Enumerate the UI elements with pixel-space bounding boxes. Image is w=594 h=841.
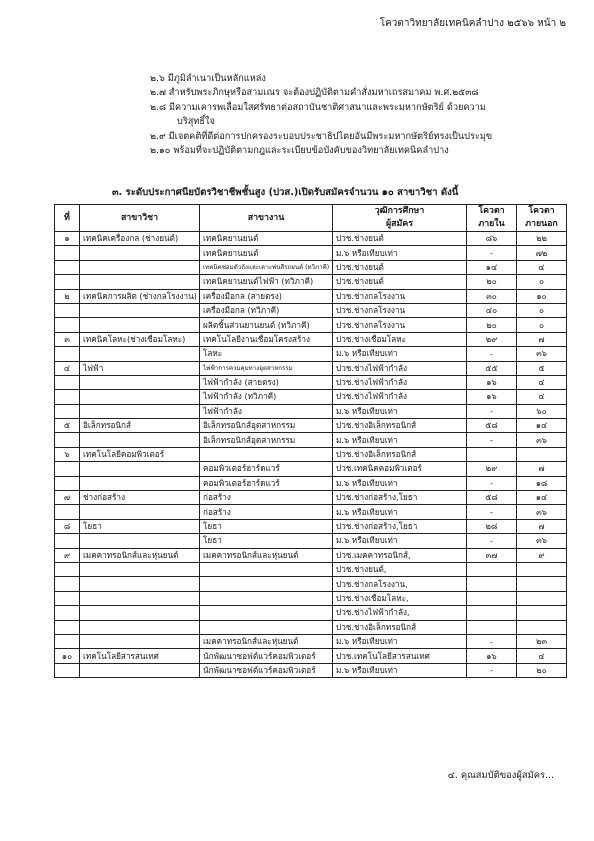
cell-major: ไฟฟ้า	[80, 361, 200, 375]
cell-field: ผลิตชิ้นส่วนยานยนต์ (ทวิภาคี)	[200, 318, 333, 332]
table-row	[55, 246, 567, 260]
cell-in	[467, 620, 517, 634]
cell-field: โยธา	[200, 534, 333, 548]
cell-qual: ม.๖ หรือเทียบเท่า	[333, 534, 467, 548]
cell-qual: ม.๖ หรือเทียบเท่า	[333, 476, 467, 490]
column-header: สาขางาน	[200, 205, 333, 232]
qualification-list	[150, 72, 570, 158]
cell-field: นักพัฒนาซอฟต์แวร์คอมพิวเตอร์	[200, 663, 333, 677]
cell-in: ๑๖	[467, 649, 517, 663]
table-row	[55, 260, 567, 274]
cell-in: ๒๐	[467, 318, 517, 332]
cell-field: ไฟฟ้าการควบคุมทางอุตสาหกรรม	[200, 361, 333, 375]
cell-no: ๕	[55, 419, 80, 433]
cell-qual: ปวช.ช่างกลโรงงาน	[333, 289, 467, 303]
cell-major	[80, 562, 200, 576]
table-row	[55, 303, 567, 317]
table-row	[55, 419, 567, 433]
cell-major	[80, 347, 200, 361]
cell-no	[55, 375, 80, 389]
cell-major	[80, 577, 200, 591]
table-row	[55, 318, 567, 332]
cell-major	[80, 634, 200, 648]
cell-in: ๔๐	[467, 303, 517, 317]
cell-field: ไฟฟ้ากำลัง (ทวิภาคี)	[200, 390, 333, 404]
cell-in: ๘๖	[467, 232, 517, 246]
cell-qual: ปวช.ช่างเชื่อมโลหะ,	[333, 591, 467, 605]
cell-out: ๑๔	[517, 419, 567, 433]
cell-in: -	[467, 246, 517, 260]
cell-field	[200, 591, 333, 605]
cell-no	[55, 390, 80, 404]
cell-in: -	[467, 476, 517, 490]
cell-major	[80, 462, 200, 476]
cell-major: เทคนิคการผลิต (ช่างกลโรงงาน)	[80, 289, 200, 303]
cell-no	[55, 476, 80, 490]
cell-out	[517, 577, 567, 591]
cell-out	[517, 562, 567, 576]
cell-no	[55, 505, 80, 519]
table-row	[55, 620, 567, 634]
cell-in: -	[467, 433, 517, 447]
table-row	[55, 476, 567, 490]
column-header: วุฒิการศึกษา ผู้สมัคร	[333, 205, 467, 232]
cell-field: ก่อสร้าง	[200, 505, 333, 519]
cell-out: ๑๐	[517, 289, 567, 303]
cell-no	[55, 462, 80, 476]
table-row	[55, 275, 567, 289]
cell-field: เทคนิคยานยนต์	[200, 246, 333, 260]
cell-qual: ปวช.ช่างยนต์	[333, 260, 467, 274]
table-header-row	[55, 205, 567, 232]
cell-no: ๓	[55, 332, 80, 346]
cell-major	[80, 606, 200, 620]
table-row	[55, 548, 567, 562]
table-row	[55, 634, 567, 648]
cell-out: ๓๖	[517, 433, 567, 447]
table-row	[55, 591, 567, 605]
cell-field: เทคนิคซ่อมตัวถังและเคาะพ่นสีรถยนต์ (ทวิภาคี)	[200, 260, 333, 274]
list-item: ๒.๗ สำหรับพระภิกษุหรือสามเณร จะต้องปฏิบัติตามคำสั่งมหาเถรสมาคม พ.ศ.๒๕๓๘	[150, 87, 479, 99]
cell-no: ๔	[55, 361, 80, 375]
cell-in	[467, 591, 517, 605]
cell-in: -	[467, 347, 517, 361]
cell-qual: ปวช.ช่างกลโรงงาน	[333, 318, 467, 332]
cell-field: เทคนิคยานยนต์	[200, 232, 333, 246]
cell-major	[80, 246, 200, 260]
column-header: สาขาวิชา	[80, 205, 200, 232]
cell-qual: ปวช.ช่างยนต์,	[333, 562, 467, 576]
cell-out: ๙	[517, 548, 567, 562]
cell-major: อิเล็กทรอนิกส์	[80, 419, 200, 433]
table-row	[55, 289, 567, 303]
cell-in	[467, 577, 517, 591]
cell-major	[80, 505, 200, 519]
cell-major	[80, 260, 200, 274]
cell-no: ๒	[55, 289, 80, 303]
cell-no	[55, 620, 80, 634]
cell-qual: ปวช.ช่างเชื่อมโลหะ	[333, 332, 467, 346]
cell-major: เทคโนโลยีคอมพิวเตอร์	[80, 447, 200, 461]
cell-field: ไฟฟ้ากำลัง (สายตรง)	[200, 375, 333, 389]
cell-field: เครื่องมือกล (ทวิภาคี)	[200, 303, 333, 317]
cell-no	[55, 577, 80, 591]
cell-in: ๓๗	[467, 548, 517, 562]
cell-major	[80, 404, 200, 418]
cell-out: ๑๘	[517, 476, 567, 490]
cell-in: -	[467, 663, 517, 677]
table-row	[55, 462, 567, 476]
table-row	[55, 649, 567, 663]
table-row	[55, 534, 567, 548]
cell-major: โยธา	[80, 519, 200, 533]
cell-no: ๖	[55, 447, 80, 461]
cell-no	[55, 433, 80, 447]
cell-major	[80, 375, 200, 389]
cell-field: เทคนิคยานยนต์ไฟฟ้า (ทวิภาคี)	[200, 275, 333, 289]
cell-in: ๒๐	[467, 275, 517, 289]
cell-out	[517, 447, 567, 461]
cell-no: ๘	[55, 519, 80, 533]
cell-field: ก่อสร้าง	[200, 491, 333, 505]
cell-field: อิเล็กทรอนิกส์อุตสาหกรรม	[200, 433, 333, 447]
cell-qual: ปวช.เทคโนโลยีสารสนเทศ	[333, 649, 467, 663]
cell-qual: ม.๖ หรือเทียบเท่า	[333, 433, 467, 447]
cell-in	[467, 606, 517, 620]
cell-qual: ปวช.เทคนิคคอมพิวเตอร์	[333, 462, 467, 476]
cell-qual: ปวช.ช่างกลโรงงาน,	[333, 577, 467, 591]
cell-qual: ปวช.ช่างไฟฟ้ากำลัง	[333, 375, 467, 389]
cell-out: ๗	[517, 462, 567, 476]
cell-major: เทคนิคเครื่องกล (ช่างยนต์)	[80, 232, 200, 246]
list-item: ๒.๘ มีความเคารพเลื่อมใสศรัทธาต่อสถาบันชาติศาสนาและพระมหากษัตริย์ ด้วยความ	[150, 101, 486, 113]
table-row	[55, 390, 567, 404]
cell-out: ๒๐	[517, 663, 567, 677]
cell-out: ๔	[517, 260, 567, 274]
cell-in: -	[467, 505, 517, 519]
cell-field	[200, 606, 333, 620]
cell-major	[80, 433, 200, 447]
cell-out: ๐	[517, 318, 567, 332]
cell-out: ๓๖	[517, 505, 567, 519]
cell-no	[55, 318, 80, 332]
cell-no	[55, 562, 80, 576]
cell-no	[55, 606, 80, 620]
cell-major: เทคนิคโลหะ(ช่างเชื่อมโลหะ)	[80, 332, 200, 346]
table-row	[55, 519, 567, 533]
cell-major	[80, 534, 200, 548]
cell-major	[80, 303, 200, 317]
cell-in: -	[467, 534, 517, 548]
cell-qual: ปวช.ช่างอิเล็กทรอนิกส์	[333, 447, 467, 461]
cell-in: -	[467, 404, 517, 418]
cell-out: ๗๒	[517, 246, 567, 260]
cell-no: ๙	[55, 548, 80, 562]
cell-in: ๑๖	[467, 390, 517, 404]
cell-out: ๒๓	[517, 634, 567, 648]
cell-qual: ม.๖ หรือเทียบเท่า	[333, 347, 467, 361]
table-row	[55, 361, 567, 375]
cell-in: ๒๙	[467, 462, 517, 476]
cell-in	[467, 562, 517, 576]
cell-out: ๒๒	[517, 232, 567, 246]
cell-field: โยธา	[200, 519, 333, 533]
cell-field: เมคคาทรอนิกส์และหุ่นยนต์	[200, 548, 333, 562]
cell-major	[80, 591, 200, 605]
cell-no	[55, 591, 80, 605]
cell-out: ๑๔	[517, 491, 567, 505]
cell-no	[55, 275, 80, 289]
cell-out: ๓๖	[517, 534, 567, 548]
cell-qual: ปวช.ช่างยนต์	[333, 275, 467, 289]
cell-major	[80, 663, 200, 677]
cell-no: ๑๐	[55, 649, 80, 663]
cell-field: นักพัฒนาซอฟต์แวร์คอมพิวเตอร์	[200, 649, 333, 663]
cell-qual: ปวช.ช่างอิเล็กทรอนิกส์	[333, 620, 467, 634]
cell-major: ช่างก่อสร้าง	[80, 491, 200, 505]
cell-no	[55, 260, 80, 274]
cell-field	[200, 562, 333, 576]
cell-qual: ปวช.ช่างไฟฟ้ากำลัง	[333, 361, 467, 375]
column-header: ที่	[55, 205, 80, 232]
cell-out: ๐	[517, 303, 567, 317]
cell-in: ๒๙	[467, 332, 517, 346]
list-item: ๒.๙ มีเจตคติที่ดีต่อการปกครองระบอบประชาธิปไตยอันมีพระมหากษัตริย์ทรงเป็นประมุข	[150, 130, 493, 142]
table-row	[55, 375, 567, 389]
cell-in: ๒๘	[467, 519, 517, 533]
table-row	[55, 606, 567, 620]
list-item: บริสุทธิ์ใจ	[177, 116, 215, 128]
cell-major	[80, 390, 200, 404]
cell-in: ๕๘	[467, 419, 517, 433]
cell-out: ๔	[517, 375, 567, 389]
cell-field: ไฟฟ้ากำลัง	[200, 404, 333, 418]
cell-field: เครื่องมือกล (สายตรง)	[200, 289, 333, 303]
cell-out: ๕	[517, 361, 567, 375]
cell-field	[200, 577, 333, 591]
cell-field: คอมพิวเตอร์ฮาร์ดแวร์	[200, 476, 333, 490]
table-row	[55, 332, 567, 346]
cell-in: ๕๘	[467, 491, 517, 505]
cell-qual: ปวช.ช่างกลโรงงาน	[333, 303, 467, 317]
cell-no	[55, 246, 80, 260]
continuation-note: ๔. คุณสมบัติของผู้สมัคร...	[447, 770, 554, 781]
section-title: ๓. ระดับประกาศนียบัตรวิชาชีพชั้นสูง (ปวส.)เปิดรับสมัครจำนวน ๑๐ สาขาวิชา ดังนี้	[112, 187, 459, 198]
cell-qual: ม.๖ หรือเทียบเท่า	[333, 663, 467, 677]
cell-qual: ม.๖ หรือเทียบเท่า	[333, 404, 467, 418]
cell-no	[55, 404, 80, 418]
cell-field: อิเล็กทรอนิกส์อุตสาหกรรม	[200, 419, 333, 433]
table-row	[55, 663, 567, 677]
cell-major	[80, 476, 200, 490]
cell-no	[55, 534, 80, 548]
cell-qual: ปวช.ช่างยนต์	[333, 232, 467, 246]
cell-qual: ม.๖ หรือเทียบเท่า	[333, 246, 467, 260]
cell-out	[517, 620, 567, 634]
table-row	[55, 347, 567, 361]
cell-in: ๓๐	[467, 289, 517, 303]
cell-field	[200, 620, 333, 634]
table-row	[55, 433, 567, 447]
page-header: โควตาวิทยาลัยเทคนิคลำปาง ๒๕๖๖ หน้า ๒	[379, 18, 566, 29]
cell-major	[80, 620, 200, 634]
cell-out: ๗	[517, 519, 567, 533]
cell-no	[55, 634, 80, 648]
list-item: ๒.๖ มีภูมิลำเนาเป็นหลักแหล่ง	[150, 73, 266, 84]
cell-qual: ปวช.เมคคาทรอนิกส์,	[333, 548, 467, 562]
column-header: โควตา ภายใน	[467, 205, 517, 232]
list-item: ๒.๑๐ พร้อมที่จะปฏิบัติตามกฎและระเบียบข้อบังคับของวิทยาลัยเทคนิคลำปาง	[150, 145, 449, 157]
table-row	[55, 505, 567, 519]
cell-no	[55, 347, 80, 361]
cell-field: เมคคาทรอนิกส์และหุ่นยนต์	[200, 634, 333, 648]
table-row	[55, 232, 567, 246]
cell-out: ๔	[517, 649, 567, 663]
cell-qual: ปวช.ช่างไฟฟ้ากำลัง	[333, 390, 467, 404]
cell-qual: ปวช.ช่างก่อสร้าง,โยธา	[333, 519, 467, 533]
quota-table	[54, 204, 567, 678]
table-row	[55, 404, 567, 418]
cell-major: เมคคาทรอนิกส์และหุ่นยนต์	[80, 548, 200, 562]
cell-in: ๑๔	[467, 260, 517, 274]
table-row	[55, 562, 567, 576]
table-row	[55, 577, 567, 591]
cell-no: ๗	[55, 491, 80, 505]
cell-in: -	[467, 634, 517, 648]
cell-out: ๓๖	[517, 347, 567, 361]
cell-out: ๗	[517, 332, 567, 346]
cell-in	[467, 447, 517, 461]
cell-out: ๐	[517, 275, 567, 289]
cell-qual: ม.๖ หรือเทียบเท่า	[333, 634, 467, 648]
cell-out	[517, 606, 567, 620]
cell-out: ๔	[517, 390, 567, 404]
table-row	[55, 491, 567, 505]
table-row	[55, 447, 567, 461]
cell-field	[200, 447, 333, 461]
table-body	[55, 232, 567, 678]
cell-major	[80, 275, 200, 289]
cell-in: ๕๕	[467, 361, 517, 375]
cell-major: เทคโนโลยีสารสนเทศ	[80, 649, 200, 663]
cell-qual: ปวช.ช่างอิเล็กทรอนิกส์	[333, 419, 467, 433]
cell-field: โลหะ	[200, 347, 333, 361]
cell-out	[517, 591, 567, 605]
cell-no	[55, 303, 80, 317]
cell-no: ๑	[55, 232, 80, 246]
cell-qual: ปวช.ช่างก่อสร้าง,โยธา	[333, 491, 467, 505]
cell-field: เทคโนโลยีงานเชื่อมโครงสร้าง	[200, 332, 333, 346]
cell-field: คอมพิวเตอร์ฮาร์ดแวร์	[200, 462, 333, 476]
cell-in: ๑๖	[467, 375, 517, 389]
cell-qual: ปวช.ช่างไฟฟ้ากำลัง,	[333, 606, 467, 620]
column-header: โควตา ภายนอก	[517, 205, 567, 232]
cell-no	[55, 663, 80, 677]
cell-major	[80, 318, 200, 332]
cell-out: ๖๐	[517, 404, 567, 418]
cell-qual: ม.๖ หรือเทียบเท่า	[333, 505, 467, 519]
